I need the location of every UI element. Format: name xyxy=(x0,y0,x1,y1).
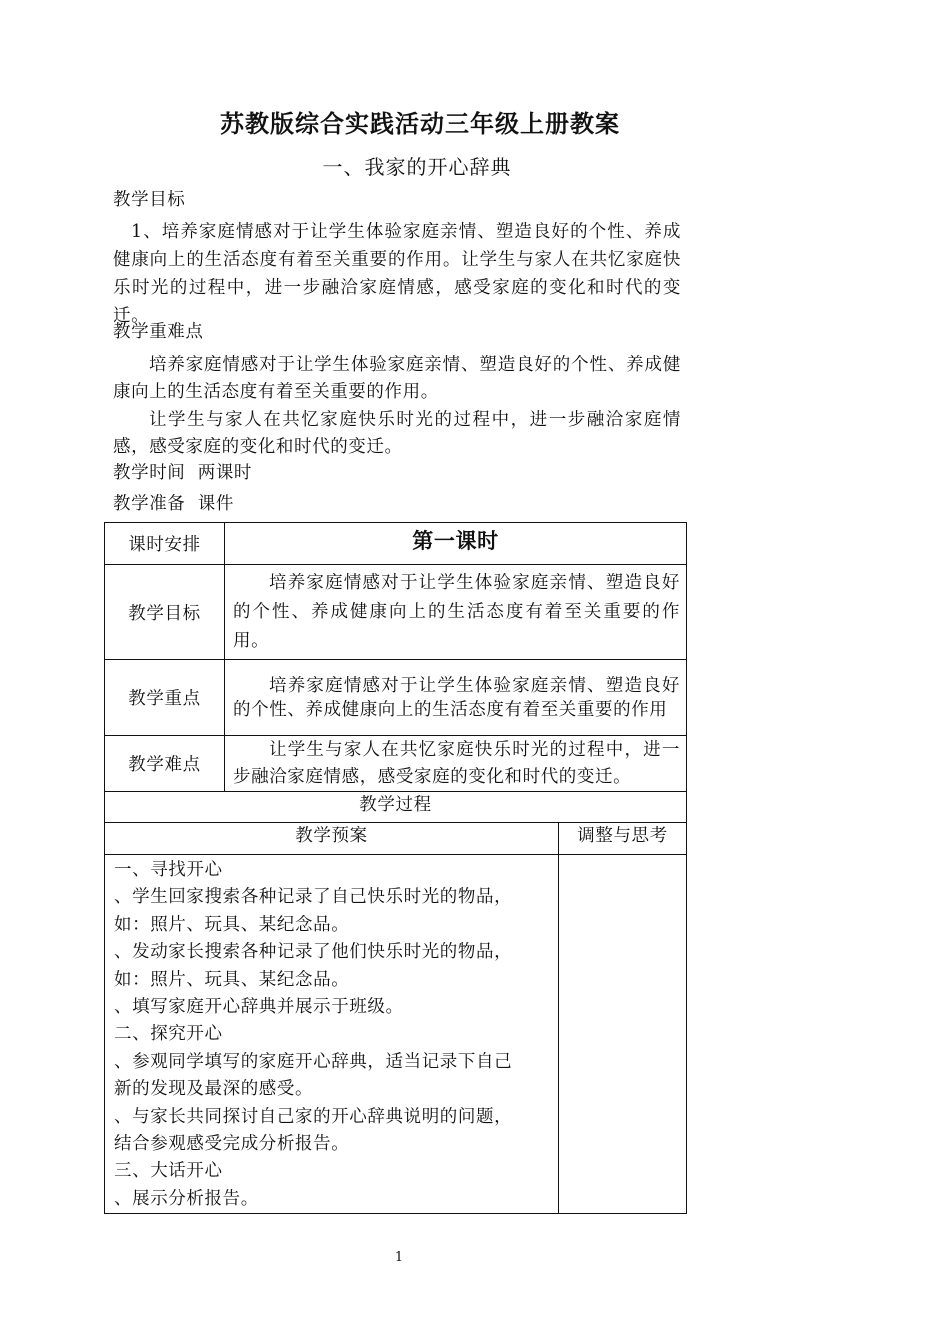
plan-line: 三、大话开心 xyxy=(114,1161,223,1182)
lesson-title: 第一课时 xyxy=(225,523,687,565)
reflect-header: 调整与思考 xyxy=(559,823,687,855)
plan-line: 、学生回家搜索各种记录了自己快乐时光的物品， xyxy=(114,887,513,908)
key-point-2: 让学生与家人在共忆家庭快乐时光的过程中，进一步融洽家庭情感，感受家庭的变化和时代的变迁。 xyxy=(113,410,681,457)
plan-line: 、参观同学填写的家庭开心辞典，适当记录下自己 xyxy=(114,1051,513,1072)
difficult-label: 教学难点 xyxy=(105,736,225,792)
plan-line: 、展示分析报告。 xyxy=(114,1188,259,1209)
key-points-heading: 教学重难点 xyxy=(113,322,204,342)
lesson-plan-table xyxy=(104,522,687,1214)
difficult-text: 让学生与家人在共忆家庭快乐时光的过程中，进一步融洽家庭情感，感受家庭的变化和时代的变迁。 xyxy=(233,739,680,787)
lesson-subtitle: 一、我家的开心辞典 xyxy=(322,155,512,179)
document-title: 苏教版综合实践活动三年级上册教案 xyxy=(220,110,620,138)
plan-line: 二、探究开心 xyxy=(114,1024,223,1045)
plan-line: 、发动家长搜索各种记录了他们快乐时光的物品， xyxy=(114,942,513,963)
key-point-1: 培养家庭情感对于让学生体验家庭亲情、塑造良好的个性、养成健康向上的生活态度有着至关重要的作用。 xyxy=(113,355,681,402)
page-number: 1 xyxy=(394,1250,404,1265)
schedule-label: 课时安排 xyxy=(105,523,225,565)
plan-line: 结合参观感受完成分析报告。 xyxy=(114,1134,350,1155)
goal-label: 教学目标 xyxy=(105,565,225,660)
plan-content xyxy=(105,855,559,1214)
plan-line: 一、寻找开心 xyxy=(114,860,223,880)
plan-line: 新的发现及最深的感受。 xyxy=(114,1079,314,1100)
key-text: 培养家庭情感对于让学生体验家庭亲情、塑造良好的个性、养成健康向上的生活态度有着至关重要的作用 xyxy=(233,675,680,720)
plan-header: 教学预案 xyxy=(105,823,559,855)
plan-line: 、与家长共同探讨自己家的开心辞典说明的问题， xyxy=(114,1106,513,1127)
plan-line: 如：照片、玩具、某纪念品。 xyxy=(114,914,350,935)
difficult-cell xyxy=(225,736,687,792)
goal-text: 培养家庭情感对于让学生体验家庭亲情、塑造良好的个性、养成健康向上的生活态度有着至关重要的作用。 xyxy=(233,572,680,651)
reflect-content xyxy=(559,855,687,1214)
process-label: 教学过程 xyxy=(105,792,687,823)
plan-line: 如：照片、玩具、某纪念品。 xyxy=(114,969,350,990)
key-cell xyxy=(225,660,687,736)
teaching-time: 教学时间 两课时 xyxy=(113,463,253,483)
key-label: 教学重点 xyxy=(105,660,225,736)
goals-paragraph: 1、培养家庭情感对于让学生体验家庭亲情、塑造良好的个性、养成健康向上的生活态度有着至关重要的作用。让学生与家人在共忆家庭快乐时光的过程中，进一步融洽家庭情感，感受家庭的变化和时代的变迁。 xyxy=(113,222,681,326)
teaching-prep: 教学准备 课件 xyxy=(113,494,234,514)
plan-line: 、填写家庭开心辞典并展示于班级。 xyxy=(114,997,404,1018)
goal-cell xyxy=(225,565,687,660)
goals-heading: 教学目标 xyxy=(113,190,186,210)
